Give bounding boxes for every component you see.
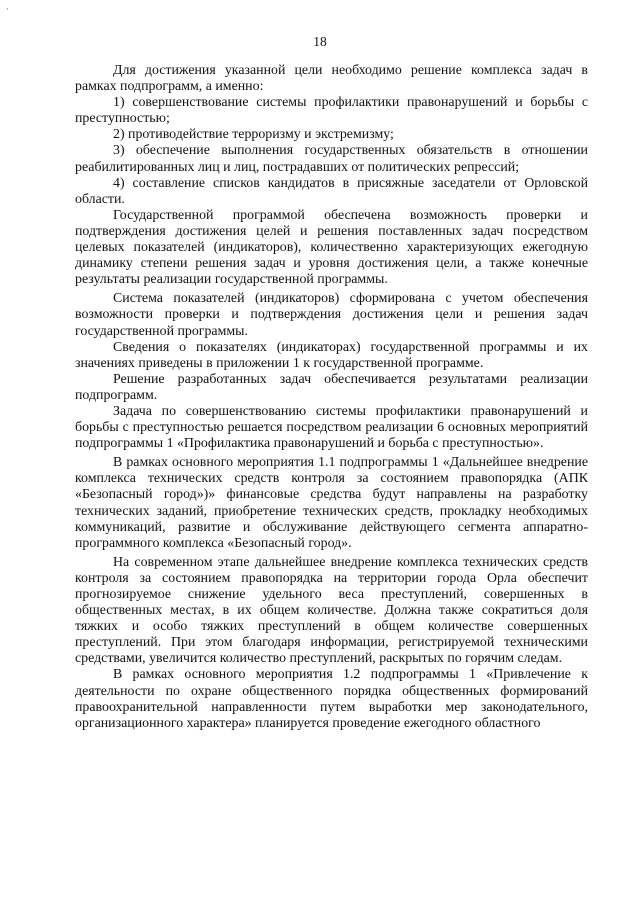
page-number: 18 [313, 34, 327, 49]
paragraph-indicator-info: Сведения о показателях (индикаторах) государственной программы и их значениях приведены в приложении 1 к государственной программе. [75, 339, 588, 371]
list-item-3: 3) обеспечение выполнения государственных обязательств в отношении реабилитированных лиц и лиц, пострадавших от политических репрессий; [75, 143, 588, 175]
corner-mark: · [6, 4, 9, 14]
paragraph-indicator-system: Система показателей (индикаторов) сформирована с учетом обеспечения возможности проверки и подтверждения достижения цели и решения задач государственной программы. [75, 291, 588, 339]
list-item-4: 4) составление списков кандидатов в присяжные заседатели от Орловской области. [75, 175, 588, 207]
document-body [75, 63, 588, 732]
paragraph-goal-intro: Для достижения указанной цели необходимо решение комплекса задач в рамках подпрограмм, а именно: [75, 63, 588, 95]
list-item-2: 2) противодействие терроризму и экстремизму; [113, 127, 394, 143]
paragraph-activity-1-1: В рамках основного мероприятия 1.1 подпрограммы 1 «Дальнейшее внедрение комплекса технических средств контроля за состоянием правопорядка (АПК «Безопасный город»)» финансовые средства будут направлены на разработку технических заданий, приобретение технических средств, прокладку необходимых коммуникаций, развитие и обслуживание действующего сегмента аппаратно-программного комплекса «Безопасный город». [75, 455, 588, 551]
paragraph-current-stage: На современном этапе дальнейшее внедрение комплекса технических средств контроля за состоянием правопорядка на территории города Орла обеспечит прогнозируемое снижение удельного веса преступлений, совершенных в общественных местах, в их общем количестве. Должна также сократиться доля тяжких и особо тяжких преступлений в общем количестве совершенных преступлений. При этом благодаря информации, регистрируемой техническими средствами, увеличится количество преступлений, раскрытых по горячим следам. [75, 554, 588, 667]
paragraph-crime-prevention-task: Задача по совершенствованию системы профилактики правонарушений и борьбы с преступностью решается посредством реализации 6 основных мероприятий подпрограммы 1 «Профилактика правонарушений и борьба с преступностью». [75, 403, 588, 452]
paragraph-subprogram-results: Решение разработанных задач обеспечивается результатами реализации подпрограмм. [75, 371, 588, 403]
list-item-1: 1) совершенствование системы профилактики правонарушений и борьбы с преступностью; [75, 95, 588, 127]
paragraph-indicators: Государственной программой обеспечена возможность проверки и подтверждения достижения целей и решения поставленных задач посредством целевых показателей (индикаторов), количественно характеризующих ежегодную динамику степени решения задач и уровня достижения цели, а также конечные результаты реализации государственной программы. [75, 207, 588, 288]
paragraph-activity-1-2: В рамках основного мероприятия 1.2 подпрограммы 1 «Привлечение к деятельности по охране общественного порядка общественных формирований правоохранительной направленности путем выработки мер законодательного, организационного характера» планируется проведение ежегодного областного [75, 667, 588, 731]
